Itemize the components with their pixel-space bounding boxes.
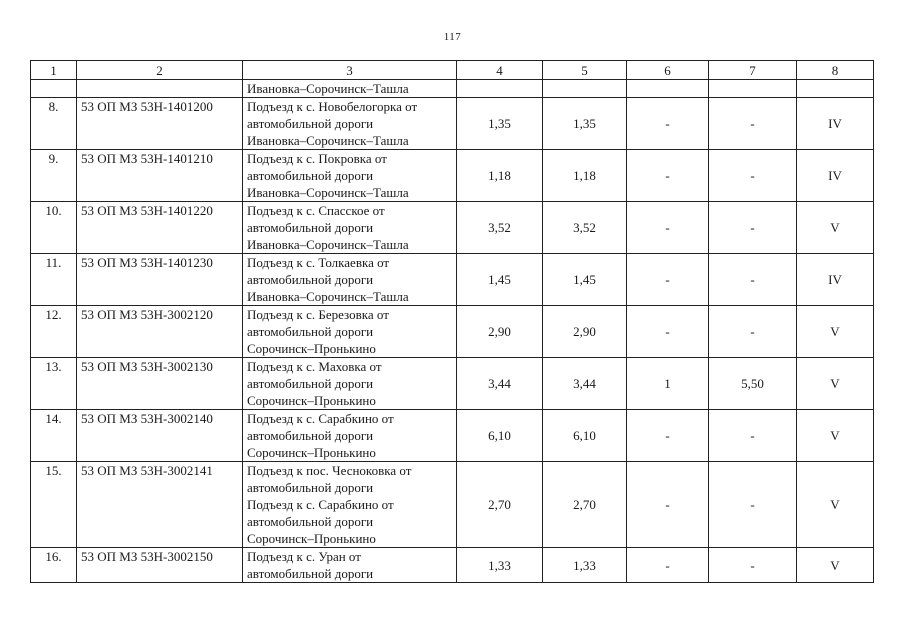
road-name-line: автомобильной дороги [247, 480, 374, 495]
cell-col-6: - [627, 306, 709, 358]
table-row [31, 548, 874, 583]
cell-col-8: IV [797, 254, 874, 306]
cell-code: 53 ОП МЗ 53Н-1401210 [77, 150, 243, 202]
cell-col-5: 3,44 [543, 358, 627, 410]
road-name-line: автомобильной дороги [247, 272, 374, 287]
cell-road-name [243, 410, 457, 462]
cell-col-5: 1,18 [543, 150, 627, 202]
cell-road-name [243, 254, 457, 306]
cell-col-5: 3,52 [543, 202, 627, 254]
road-name-line: автомобильной дороги [247, 376, 374, 391]
cell-col-5: 2,70 [543, 462, 627, 548]
cell-code: 53 ОП МЗ 53Н-3002141 [77, 462, 243, 548]
table-row [31, 306, 874, 358]
cell-col-4: 2,90 [457, 306, 543, 358]
cell-col-7: - [709, 410, 797, 462]
cell-col-5: 1,33 [543, 548, 627, 583]
cell-number [31, 80, 77, 98]
cell-number: 15. [31, 462, 77, 548]
column-header-5: 5 [543, 61, 627, 80]
road-name-line: автомобильной дороги [247, 168, 374, 183]
cell-col-4: 3,52 [457, 202, 543, 254]
road-name-line: Ивановка–Сорочинск–Ташла [247, 289, 409, 304]
cell-col-6: - [627, 150, 709, 202]
road-name-line: Подъезд к с. Покровка от [247, 151, 387, 166]
cell-road-name [243, 306, 457, 358]
cell-col-8: IV [797, 150, 874, 202]
road-name-line: Ивановка–Сорочинск–Ташла [247, 81, 409, 96]
road-name-line: автомобильной дороги [247, 116, 374, 131]
column-header-3: 3 [243, 61, 457, 80]
cell-code: 53 ОП МЗ 53Н-1401220 [77, 202, 243, 254]
column-header-1: 1 [31, 61, 77, 80]
cell-col-5: 2,90 [543, 306, 627, 358]
cell-col-8: IV [797, 98, 874, 150]
cell-number: 9. [31, 150, 77, 202]
road-name-line: Ивановка–Сорочинск–Ташла [247, 237, 409, 252]
roads-table [30, 60, 874, 583]
cell-code: 53 ОП МЗ 53Н-3002120 [77, 306, 243, 358]
road-name-line: Сорочинск–Пронькино [247, 531, 376, 546]
road-name-line: Подъезд к с. Березовка от [247, 307, 389, 322]
road-name-line: Подъезд к с. Новобелогорка от [247, 99, 418, 114]
cell-col-6: 1 [627, 358, 709, 410]
road-name-line: автомобильной дороги [247, 220, 374, 235]
cell-col-4: 1,33 [457, 548, 543, 583]
road-name-line: Подъезд к с. Сарабкино от [247, 497, 394, 512]
cell-col-4: 1,18 [457, 150, 543, 202]
cell-col-6: - [627, 98, 709, 150]
cell-col-5: 6,10 [543, 410, 627, 462]
cell-col-4: 1,35 [457, 98, 543, 150]
table-row [31, 254, 874, 306]
road-name-line: Сорочинск–Пронькино [247, 341, 376, 356]
road-name-line: Сорочинск–Пронькино [247, 445, 376, 460]
cell-col-6 [627, 80, 709, 98]
road-name-line: автомобильной дороги [247, 566, 374, 581]
cell-number: 13. [31, 358, 77, 410]
cell-road-name [243, 80, 457, 98]
cell-code: 53 ОП МЗ 53Н-3002140 [77, 410, 243, 462]
cell-col-8: V [797, 548, 874, 583]
cell-number: 10. [31, 202, 77, 254]
cell-col-6: - [627, 548, 709, 583]
road-name-line: Ивановка–Сорочинск–Ташла [247, 185, 409, 200]
road-name-line: автомобильной дороги [247, 428, 374, 443]
cell-col-7: - [709, 150, 797, 202]
cell-number: 11. [31, 254, 77, 306]
cell-col-7: - [709, 202, 797, 254]
road-name-line: Подъезд к пос. Чесноковка от [247, 463, 412, 478]
cell-col-7: - [709, 98, 797, 150]
page-number: 117 [443, 31, 462, 43]
road-name-line: Подъезд к с. Маховка от [247, 359, 382, 374]
road-name-line: автомобильной дороги [247, 324, 374, 339]
road-name-line: Подъезд к с. Уран от [247, 549, 361, 564]
road-name-line: Ивановка–Сорочинск–Ташла [247, 133, 409, 148]
cell-col-7: - [709, 548, 797, 583]
cell-col-5 [543, 80, 627, 98]
cell-code: 53 ОП МЗ 53Н-3002150 [77, 548, 243, 583]
cell-col-4 [457, 80, 543, 98]
cell-col-6: - [627, 462, 709, 548]
cell-number: 14. [31, 410, 77, 462]
road-name-line: Сорочинск–Пронькино [247, 393, 376, 408]
column-header-8: 8 [797, 61, 874, 80]
road-name-line: Подъезд к с. Спасское от [247, 203, 385, 218]
cell-number: 8. [31, 98, 77, 150]
cell-col-5: 1,35 [543, 98, 627, 150]
cell-col-8: V [797, 410, 874, 462]
cell-number: 16. [31, 548, 77, 583]
cell-code: 53 ОП МЗ 53Н-3002130 [77, 358, 243, 410]
cell-col-7: - [709, 254, 797, 306]
continued-row [31, 80, 874, 98]
cell-road-name [243, 548, 457, 583]
table-row [31, 410, 874, 462]
cell-road-name [243, 358, 457, 410]
cell-col-7: 5,50 [709, 358, 797, 410]
cell-col-5: 1,45 [543, 254, 627, 306]
road-name-line: автомобильной дороги [247, 514, 374, 529]
cell-col-4: 3,44 [457, 358, 543, 410]
table-row [31, 358, 874, 410]
cell-col-7 [709, 80, 797, 98]
table-row [31, 202, 874, 254]
cell-col-4: 1,45 [457, 254, 543, 306]
column-header-7: 7 [709, 61, 797, 80]
cell-number: 12. [31, 306, 77, 358]
cell-road-name [243, 98, 457, 150]
cell-code [77, 80, 243, 98]
cell-col-8: V [797, 462, 874, 548]
cell-col-7: - [709, 306, 797, 358]
cell-col-8: V [797, 306, 874, 358]
cell-col-6: - [627, 410, 709, 462]
cell-road-name [243, 202, 457, 254]
cell-col-6: - [627, 202, 709, 254]
header-row [31, 61, 874, 80]
cell-col-7: - [709, 462, 797, 548]
cell-road-name [243, 150, 457, 202]
cell-col-4: 6,10 [457, 410, 543, 462]
cell-code: 53 ОП МЗ 53Н-1401200 [77, 98, 243, 150]
column-header-4: 4 [457, 61, 543, 80]
cell-code: 53 ОП МЗ 53Н-1401230 [77, 254, 243, 306]
table-row [31, 98, 874, 150]
cell-col-4: 2,70 [457, 462, 543, 548]
cell-col-6: - [627, 254, 709, 306]
cell-col-8: V [797, 202, 874, 254]
table-row [31, 150, 874, 202]
table-row [31, 462, 874, 548]
road-name-line: Подъезд к с. Толкаевка от [247, 255, 390, 270]
column-header-6: 6 [627, 61, 709, 80]
cell-road-name [243, 462, 457, 548]
road-name-line: Подъезд к с. Сарабкино от [247, 411, 394, 426]
column-header-2: 2 [77, 61, 243, 80]
cell-col-8 [797, 80, 874, 98]
cell-col-8: V [797, 358, 874, 410]
